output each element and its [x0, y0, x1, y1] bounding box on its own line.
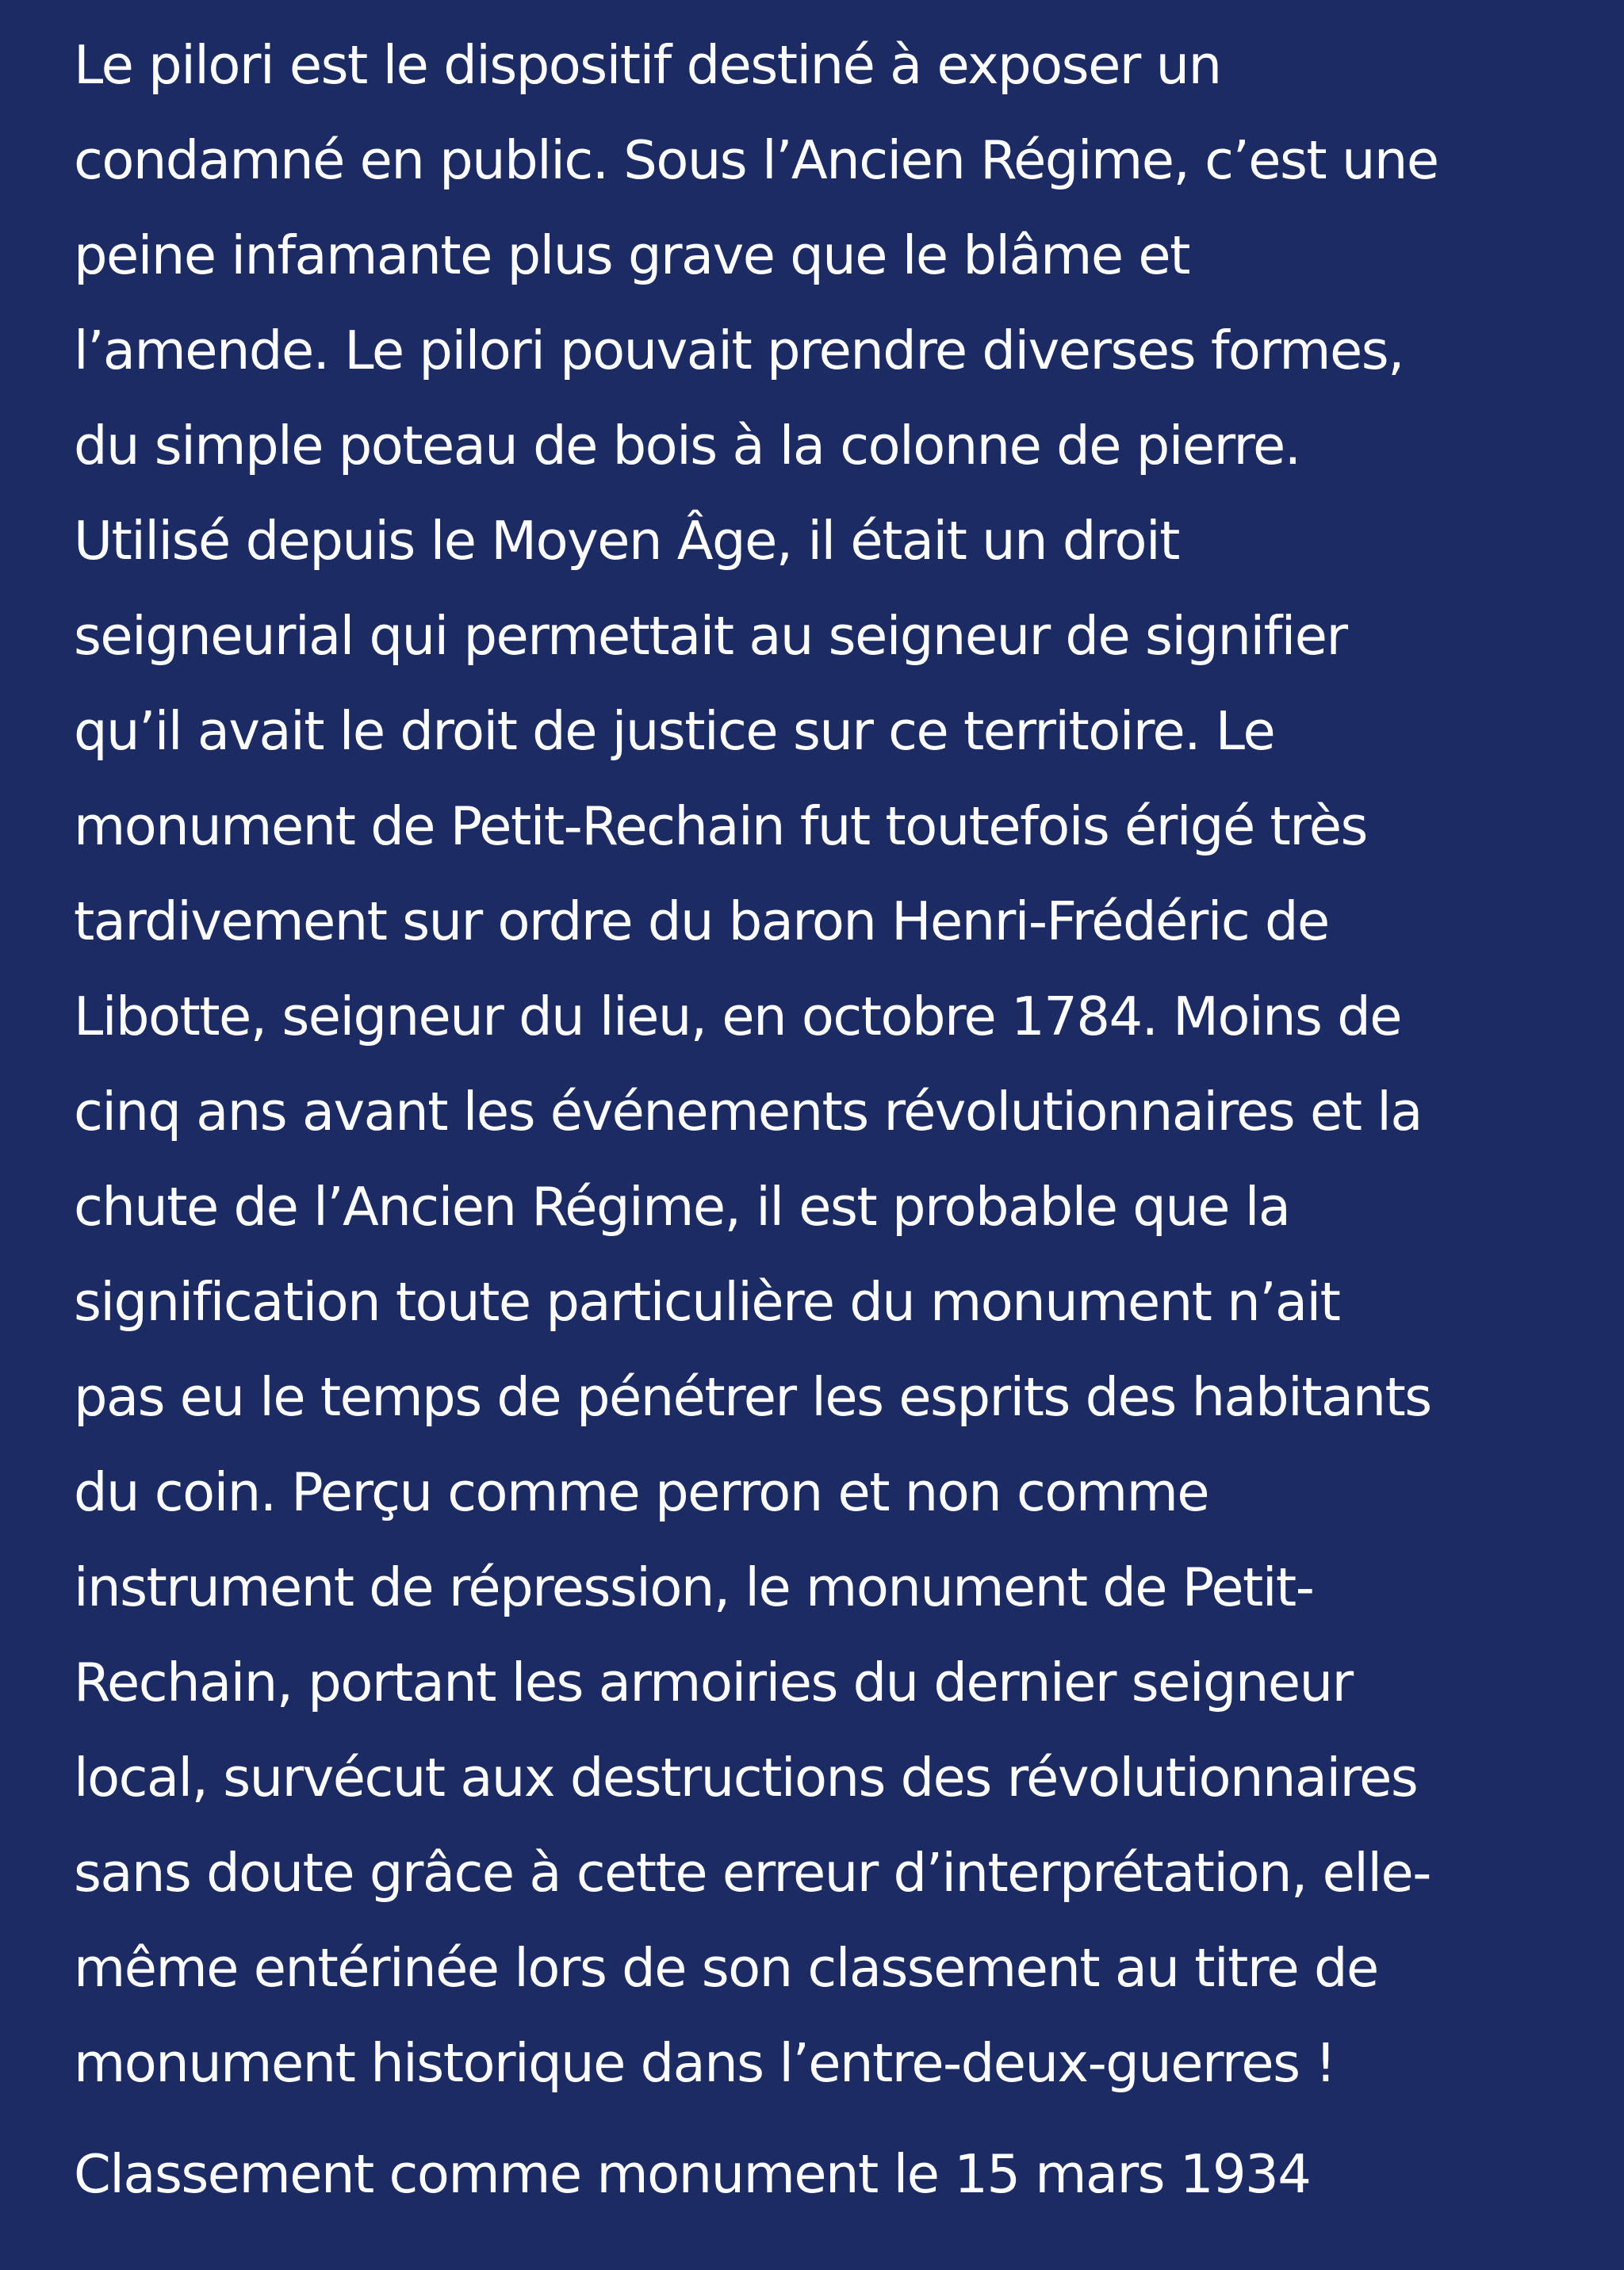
- paragraph-line: local, survécut aux destructions des révolutionnaires: [74, 1747, 1418, 1809]
- paragraph-line: signification toute particulière du monument n’ait: [74, 1271, 1340, 1333]
- paragraph-line: Libotte, seigneur du lieu, en octobre 1784. Moins de: [74, 986, 1402, 1047]
- paragraph-line: seigneurial qui permettait au seigneur de signifier: [74, 605, 1347, 667]
- paragraph-line: Le pilori est le dispositif destiné à exposer un: [74, 34, 1221, 96]
- paragraph-line: instrument de répression, le monument de Petit-: [74, 1556, 1314, 1618]
- paragraph-line: Rechain, portant les armoiries du dernier seigneur: [74, 1652, 1353, 1713]
- paragraph-line: du coin. Perçu comme perron et non comme: [74, 1461, 1209, 1523]
- paragraph-line: condamné en public. Sous l’Ancien Régime, c’est une: [74, 129, 1438, 191]
- paragraph-line: du simple poteau de bois à la colonne de pierre.: [74, 415, 1300, 477]
- paragraph-line: monument de Petit-Rechain fut toutefois érigé très: [74, 795, 1367, 857]
- classification-note: Classement comme monument le 15 mars 1934: [74, 2143, 1311, 2205]
- paragraph-line: pas eu le temps de pénétrer les esprits des habitants: [74, 1366, 1431, 1428]
- paragraph-line: qu’il avait le droit de justice sur ce territoire. Le: [74, 700, 1275, 762]
- paragraph-line: Utilisé depuis le Moyen Âge, il était un droit: [74, 510, 1179, 572]
- paragraph-line: peine infamante plus grave que le blâme et: [74, 224, 1189, 286]
- paragraph-line: même entérinée lors de son classement au titre de: [74, 1937, 1378, 1999]
- paragraph-line: sans doute grâce à cette erreur d’interprétation, elle-: [74, 1842, 1431, 1904]
- paragraph-line: chute de l’Ancien Régime, il est probable que la: [74, 1176, 1290, 1238]
- paragraph-line: tardivement sur ordre du baron Henri-Frédéric de: [74, 890, 1329, 952]
- paragraph-line: l’amende. Le pilori pouvait prendre diverses formes,: [74, 320, 1404, 381]
- paragraph-line: cinq ans avant les événements révolutionnaires et la: [74, 1081, 1422, 1143]
- paragraph-line: monument historique dans l’entre-deux-guerres !: [74, 2032, 1335, 2094]
